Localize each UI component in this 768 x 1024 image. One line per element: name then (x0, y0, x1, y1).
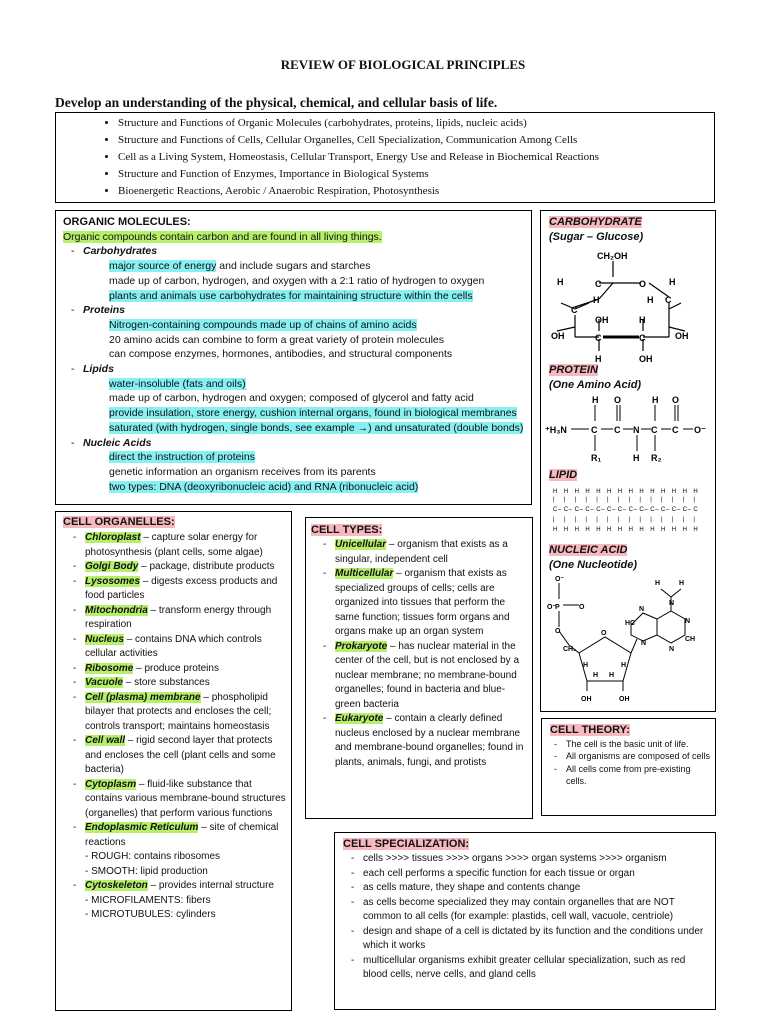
lipid-atom: H (693, 527, 698, 533)
svg-text:N: N (639, 606, 645, 613)
svg-text:H: H (583, 662, 589, 669)
organelle-name: Endoplasmic Reticulum (85, 822, 199, 833)
cell-theory-item: - The cell is the basic unit of life. (550, 738, 712, 750)
lipid-atom: | (563, 517, 566, 523)
svg-text:R₂: R₂ (651, 453, 662, 463)
lipid-bond: – (644, 507, 648, 513)
specialization-item: - design and shape of a cell is dictated by its function and the conditions under which it works (347, 925, 709, 954)
cell-type-description: – organism that exists as specialized groups of cells; cells are organized into tissues that perform the same function; tissues form organs and organs make up an organ system (335, 568, 510, 637)
svg-text:C: C (665, 295, 672, 305)
topic-item: • Structure and Functions of Cells, Cellular Organelles, Cell Specialization, Communication Among Cells (118, 132, 714, 149)
nucleotide-structure-diagram (545, 571, 713, 703)
organelle-name: Nucleus (85, 633, 124, 645)
svg-text:OH: OH (595, 315, 609, 325)
svg-text:CH: CH (685, 636, 696, 643)
organelle-item (69, 879, 289, 923)
cell-type-description: – has nuclear material in the center of the cell, but is not enclosed by a nuclear membrane; no membrane-bound organelles; found in bacteria and blue-green bacteria (335, 640, 519, 710)
lipid-atom: | (574, 497, 577, 503)
lipid-line: provide insulation, store energy, cushion internal organs, found in biological membranes (109, 407, 517, 420)
svg-text:H: H (639, 315, 646, 325)
lipid-atom: | (650, 497, 652, 503)
svg-text:HC: HC (625, 620, 636, 627)
nucleic-acid-title: NUCLEIC ACID (549, 544, 628, 556)
lipid-atom: C (553, 507, 558, 513)
svg-text:H: H (621, 662, 627, 669)
glucose-structure-diagram (549, 247, 709, 367)
svg-text:OH: OH (581, 696, 592, 703)
organelle-subitem: - SMOOTH: lipid production (85, 865, 208, 877)
lipid-bond: – (655, 507, 659, 513)
nucleic-acids-label: Nucleic Acids (83, 436, 152, 449)
lipid-bond: – (601, 507, 605, 513)
lipid-atom: C (596, 507, 601, 513)
organelle-subitem: - MICROTUBULES: cylinders (85, 909, 216, 920)
nucleic-line: direct the instruction of proteins (109, 451, 255, 464)
organelle-item (69, 604, 289, 633)
protein-title: PROTEIN (549, 364, 598, 376)
organelle-name: Golgi Body (85, 561, 139, 572)
organelle-description: – provides internal structure (147, 880, 274, 891)
lipid-atom: H (596, 527, 601, 533)
lipid-atom: H (628, 489, 633, 495)
lipid-atom: H (661, 527, 666, 533)
lipid-atom: H (682, 527, 687, 533)
lipid-atom: H (671, 489, 677, 495)
glucose-ch2oh: CH₂OH (597, 251, 628, 261)
organelles-heading: CELL ORGANELLES: (63, 516, 175, 528)
svg-text:H: H (609, 672, 615, 679)
lipid-atom: | (585, 497, 587, 503)
cell-organelles-box (55, 511, 292, 1011)
cell-type-name: Prokaryote (335, 640, 388, 652)
organelle-item (69, 531, 289, 560)
lipid-atom: H (661, 489, 666, 495)
protein-line: Nitrogen-containing compounds made up of chains of amino acids (109, 318, 417, 331)
lipid-atom: | (628, 517, 631, 523)
organelle-item (69, 734, 289, 778)
amino-acid-structure-diagram (545, 393, 713, 465)
svg-text:C: C (614, 425, 621, 435)
svg-text:CH₂: CH₂ (563, 646, 577, 653)
lipid-atom: C (585, 507, 590, 513)
lipid-atom: | (585, 517, 587, 523)
organelle-name: Cell (plasma) membrane (85, 691, 201, 703)
organelle-description: – fluid-like substance that contains various membrane-bound structures (organelles) that perform various functions (85, 778, 286, 819)
lipid-atom: | (617, 517, 620, 523)
cell-types-box (305, 517, 533, 819)
svg-text:H: H (593, 295, 600, 305)
svg-text:P: P (555, 604, 560, 611)
cell-type-description: – organism that exists as a singular, independent cell (335, 539, 508, 565)
structures-box (540, 210, 716, 712)
organic-molecules-box (55, 210, 532, 505)
lipid-atom: H (585, 527, 590, 533)
lipid-atom: H (563, 489, 569, 495)
svg-text:O: O (672, 395, 680, 405)
svg-text:C: C (595, 333, 602, 343)
lipid-bond: – (558, 507, 562, 513)
lipid-line: water-insoluble (fats and oils) (109, 377, 246, 390)
lipid-atom: H (628, 527, 633, 533)
svg-text:N: N (641, 640, 647, 647)
lipid-atom: C (639, 507, 644, 513)
svg-text:C: C (672, 425, 679, 435)
carb-line: and include sugars and starches (216, 260, 371, 273)
lipid-bond: – (666, 507, 670, 513)
lipid-atom: | (671, 517, 674, 523)
lipid-structure-diagram (549, 485, 709, 537)
organelle-item (69, 821, 289, 879)
organelle-description: – digests excess products and food particles (85, 575, 278, 601)
lipid-bond: – (612, 507, 616, 513)
organelle-description: – site of chemical reactions (85, 822, 279, 848)
carbohydrate-title: CARBOHYDRATE (549, 216, 642, 228)
svg-text:N: N (669, 646, 675, 653)
organelle-item (69, 560, 289, 575)
lipid-atom: H (574, 489, 579, 495)
specialization-item: - as cells become specialized they may contain organelles that are NOT common to all cells (for example: plastids, cell wall, vacuole, centriole) (347, 896, 709, 925)
organelle-description: – capture solar energy for photosynthesis (plant cells, some algae) (85, 532, 263, 558)
lipid-bond: – (590, 507, 594, 513)
svg-text:H: H (593, 672, 599, 679)
lipid-atom: | (650, 517, 652, 523)
svg-text:O: O (579, 604, 585, 611)
lipid-atom: C (650, 507, 655, 513)
organelle-subitem: - MICROFILAMENTS: fibers (85, 894, 211, 906)
lipid-atom: H (574, 527, 579, 533)
lipid-atom: | (553, 497, 555, 503)
cell-theory-list (550, 738, 712, 787)
svg-text:C: C (591, 425, 598, 435)
specialization-item: - each cell performs a specific function for each tissue or organ (347, 867, 709, 882)
cell-theory-box (541, 718, 716, 816)
svg-text:O⁻: O⁻ (555, 576, 565, 583)
lipid-atom: C (671, 507, 677, 513)
lipid-atom: H (650, 527, 655, 533)
lipid-atom: | (596, 517, 598, 523)
lipid-atom: C (693, 507, 698, 513)
cell-type-name: Unicellular (335, 539, 387, 550)
specialization-item: - cells >>>> tissues >>>> organs >>>> organ systems >>>> organism (347, 852, 709, 867)
organelle-item (69, 691, 289, 735)
svg-text:H: H (679, 580, 685, 587)
svg-text:O: O (555, 628, 561, 635)
svg-text:OH: OH (619, 696, 630, 703)
lipid-atom: H (639, 489, 644, 495)
lipid-atom: | (574, 517, 577, 523)
svg-text:OH: OH (675, 331, 689, 341)
lipid-bond: – (633, 507, 637, 513)
lipid-atom: | (682, 497, 685, 503)
topics-box (55, 112, 715, 203)
organelle-name: Lysosomes (85, 575, 141, 587)
cell-theory-item: - All organisms are composed of cells (550, 750, 712, 762)
organelle-name: Chloroplast (85, 532, 141, 543)
lipid-title: LIPID (549, 469, 578, 481)
lipid-atom: H (650, 489, 655, 495)
organelle-name: Cytoplasm (85, 778, 137, 790)
organelle-description: – transform energy through respiration (85, 604, 272, 630)
lipid-atom: H (563, 527, 569, 533)
organelle-item (69, 575, 289, 604)
svg-text:H: H (647, 295, 654, 305)
cell-type-description: – contain a clearly defined nucleus enclosed by a nuclear membrane and membrane-bound organelles; found in plants, animals, fungi, and protists (335, 713, 524, 768)
svg-text:O: O (614, 395, 622, 405)
nucleic-acid-subtitle: (One Nucleotide) (549, 559, 638, 571)
lipid-atom: C (617, 507, 623, 513)
cell-types-heading: CELL TYPES: (311, 524, 383, 536)
organelle-item (69, 633, 289, 662)
organic-heading: ORGANIC MOLECULES: (63, 216, 191, 228)
lipid-atom: | (596, 497, 598, 503)
cell-specialization-box (334, 832, 716, 1010)
lipid-atom: | (639, 517, 641, 523)
organelle-description: – store substances (122, 677, 210, 688)
lipid-atom: H (617, 489, 623, 495)
lipid-atom: | (671, 497, 674, 503)
organelle-subitem: - ROUGH: contains ribosomes (85, 851, 221, 862)
lipid-atom: H (607, 527, 612, 533)
lipids-label: Lipids (83, 363, 114, 376)
lipid-line: saturated (with hydrogen, single bonds, see example →) and unsaturated (double bonds) (109, 421, 524, 434)
svg-text:O⁻: O⁻ (694, 425, 706, 435)
cell-type-list (319, 538, 529, 770)
organelle-description: – phospholipid bilayer that protects and encloses the cell; controls transport; maintains homeostasis (85, 691, 272, 732)
svg-text:R₁: R₁ (591, 453, 602, 463)
specialization-item: - multicellular organisms exhibit greater cellular specialization, such as red blood cells, nerve cells, and gland cells (347, 954, 709, 983)
organelle-item (69, 662, 289, 677)
lipid-line: made up of carbon, hydrogen and oxygen; composed of glycerol and fatty acid (109, 392, 474, 405)
lipid-atom: H (596, 489, 601, 495)
lipid-atom: | (607, 497, 609, 503)
lipid-atom: | (682, 517, 685, 523)
lipid-atom: H (585, 489, 590, 495)
lipid-atom: C (574, 507, 579, 513)
protein-line: can compose enzymes, hormones, antibodies, and structural components (109, 348, 453, 361)
cell-specialization-list (347, 852, 709, 983)
svg-text:⁺H₃N: ⁺H₃N (545, 425, 567, 435)
page-subtitle: Develop an understanding of the physical, chemical, and cellular basis of life. (55, 95, 498, 110)
svg-text:C: C (571, 305, 578, 315)
lipid-atom: H (682, 489, 687, 495)
lipid-atom: C (661, 507, 666, 513)
organelle-name: Vacuole (85, 677, 123, 688)
topic-item: • Bioenergetic Reactions, Aerobic / Anaerobic Respiration, Photosynthesis (118, 183, 714, 200)
page-title: REVIEW OF BIOLOGICAL PRINCIPLES (280, 57, 526, 72)
organelle-item (69, 778, 289, 822)
cell-type-item (319, 712, 529, 770)
lipid-atom: | (693, 517, 695, 523)
lipid-bond: – (579, 507, 583, 513)
topic-item: • Structure and Function of Enzymes, Importance in Biological Systems (118, 166, 714, 183)
svg-text:OH: OH (551, 331, 565, 341)
lipid-atom: | (617, 497, 620, 503)
svg-text:C: C (651, 425, 658, 435)
lipid-atom: H (639, 527, 644, 533)
organelle-description: – produce proteins (133, 662, 219, 674)
lipid-atom: | (628, 497, 631, 503)
lipid-atom: | (553, 517, 555, 523)
svg-text:H: H (633, 453, 640, 463)
organelle-description: – package, distribute products (138, 561, 275, 572)
cell-theory-item: - All cells come from pre-existing cells. (550, 763, 712, 788)
svg-text:H: H (655, 580, 661, 587)
organelle-name: Mitochondria (85, 604, 148, 616)
svg-text:O⁻: O⁻ (547, 604, 557, 611)
lipid-atom: H (671, 527, 677, 533)
carb-line: plants and animals use carbohydrates for maintaining structure within the cells (109, 289, 473, 302)
svg-text:H: H (557, 277, 564, 287)
svg-text:N: N (633, 425, 640, 435)
svg-text:C: C (595, 279, 602, 289)
cell-specialization-heading: CELL SPECIALIZATION: (343, 838, 470, 850)
lipid-atom: | (661, 517, 663, 523)
lipid-atom: C (628, 507, 633, 513)
lipid-atom: | (639, 497, 641, 503)
svg-text:N: N (685, 618, 691, 625)
svg-text:OH: OH (639, 354, 653, 364)
cell-type-item (319, 538, 529, 567)
cell-type-name: Eukaryote (335, 713, 384, 724)
svg-text:O: O (601, 630, 607, 637)
organelle-item (69, 676, 289, 691)
svg-text:H: H (595, 354, 602, 364)
nucleic-line: two types: DNA (deoxyribonucleic acid) and RNA (ribonucleic acid) (109, 480, 419, 493)
cell-type-item (319, 567, 529, 640)
cell-theory-heading: CELL THEORY: (550, 724, 630, 736)
specialization-item: - as cells mature, they shape and contents change (347, 881, 709, 896)
lipid-atom: H (617, 527, 623, 533)
lipid-atom: C (607, 507, 612, 513)
organelle-description: – rigid second layer that protects and encloses the cell (plant cells and some bacteria) (85, 735, 276, 775)
lipid-bond: – (687, 507, 691, 513)
lipid-bond: – (676, 507, 681, 513)
lipid-atom: H (553, 489, 558, 495)
svg-text:N: N (669, 600, 675, 607)
svg-text:H: H (669, 277, 676, 287)
organelle-name: Ribosome (85, 662, 134, 674)
lipid-atom: H (607, 489, 612, 495)
carb-line: made up of carbon, hydrogen, and oxygen with a 2:1 ratio of hydrogen to oxygen (109, 274, 485, 287)
lipid-bond: – (568, 507, 573, 513)
svg-text:H: H (652, 395, 659, 405)
svg-text:C: C (639, 333, 646, 343)
lipid-atom: H (553, 527, 558, 533)
svg-text:H: H (592, 395, 599, 405)
carb-line: major source of energy (109, 260, 217, 273)
lipid-atom: C (563, 507, 569, 513)
proteins-label: Proteins (83, 304, 126, 317)
cell-type-item (319, 640, 529, 713)
lipid-atom: | (693, 497, 695, 503)
topics-list (56, 115, 714, 200)
carbohydrates-label: Carbohydrates (83, 245, 158, 258)
topic-item: • Cell as a Living System, Homeostasis, Cellular Transport, Energy Use and Release in Biochemical Reactions (118, 149, 714, 166)
lipid-atom: | (661, 497, 663, 503)
lipid-atom: H (693, 489, 698, 495)
cell-type-name: Multicellular (335, 568, 394, 579)
topic-item: • Structure and Functions of Organic Molecules (carbohydrates, proteins, lipids, nucleic acids) (118, 115, 714, 132)
protein-subtitle: (One Amino Acid) (549, 379, 642, 391)
carbohydrate-subtitle: (Sugar – Glucose) (549, 231, 644, 243)
svg-text:O: O (639, 279, 647, 289)
organelle-name: Cell wall (85, 735, 126, 746)
lipid-atom: C (682, 507, 687, 513)
protein-line: 20 amino acids can combine to form a great variety of protein molecules (109, 333, 445, 346)
lipid-bond: – (622, 507, 627, 513)
organelle-list (69, 531, 289, 923)
lipid-atom: | (563, 497, 566, 503)
lipid-atom: | (607, 517, 609, 523)
nucleic-line: genetic information an organism receives from its parents (109, 465, 376, 478)
organelle-name: Cytoskeleton (85, 880, 148, 891)
organic-intro: Organic compounds contain carbon and are found in all living things. (63, 230, 382, 243)
organelle-description: – contains DNA which controls cellular activities (85, 633, 262, 659)
